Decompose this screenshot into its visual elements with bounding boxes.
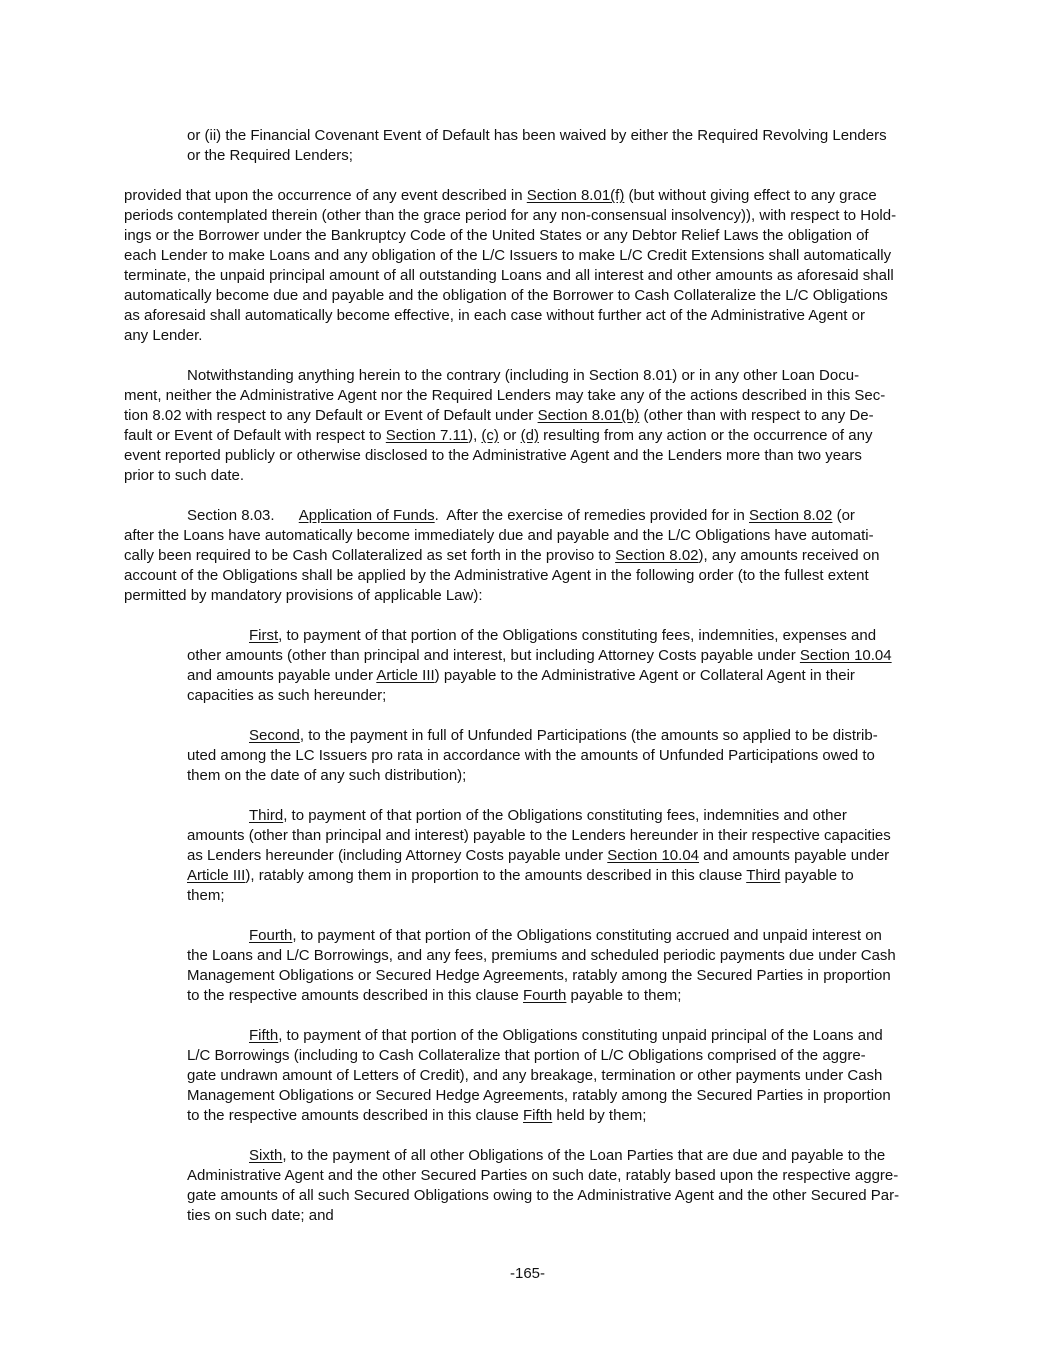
text-segment: uted among the LC Issuers pro rata in accordance with the amounts of Unfunded Participations owed to [187,747,875,764]
text-line [187,1086,891,1106]
page-number: -165- [509,1265,546,1282]
text-line [187,1066,882,1086]
underlined-reference: Section 10.04 [799,647,892,664]
text-segment: Management Obligations or Secured Hedge Agreements, ratably among the Secured Parties in proportion [187,967,891,984]
text-line [187,846,889,866]
text-segment: them; [187,887,225,904]
text-segment: . After the exercise of remedies provided for in [434,507,749,524]
text-line [124,426,872,446]
text-segment: Administrative Agent and the other Secured Parties on such date, ratably based upon the respective aggre- [187,1167,899,1184]
text-line [187,966,891,986]
text-segment: to the respective amounts described in this clause [187,987,524,1004]
underlined-reference: Section 8.02 [749,507,833,524]
text-segment: event reported publicly or otherwise disclosed to the Administrative Agent and the Lenders more than two years [124,447,862,464]
text-line [124,526,874,546]
text-segment: (other than with respect to any De- [639,407,874,424]
text-segment: periods contemplated therein (other than the grace period for any non-consensual insolvency)), with respect to Hold- [124,207,897,224]
text-line [124,466,244,486]
text-segment: held by them; [552,1107,647,1124]
text-line [249,1146,885,1166]
text-line [187,986,681,1006]
text-segment: , to payment of that portion of the Obligations constituting fees, indemnities, expenses and [278,627,877,644]
text-segment: payable to them; [566,987,682,1004]
underlined-reference: Third [249,807,284,824]
text-line [124,286,888,306]
text-segment: and amounts payable under [699,847,890,864]
text-segment: or (ii) the Financial Covenant Event of Default has been waived by either the Required Revolving Lenders [187,127,887,144]
text-segment: Management Obligations or Secured Hedge Agreements, ratably among the Secured Parties in proportion [187,1087,891,1104]
underlined-reference: Fifth [523,1107,553,1124]
text-segment: Section 8.03. [187,507,275,524]
text-segment: tion 8.02 with respect to any Default or Event of Default under [124,407,538,424]
text-segment: Notwithstanding anything herein to the contrary (including in Section 8.01) or in any other Loan Docu- [187,367,860,384]
text-segment: ment, neither the Administrative Agent nor the Required Lenders may take any of the actions described in this Sec- [124,387,886,404]
text-segment: account of the Obligations shall be applied by the Administrative Agent in the following order (to the fullest extent [124,567,869,584]
underlined-reference: Application of Funds [298,507,435,524]
underlined-reference: (c) [481,427,499,444]
text-line [124,586,483,606]
text-segment: , to the payment in full of Unfunded Participations (the amounts so applied to be distrib- [299,727,878,744]
text-segment: other amounts (other than principal and interest, but including Attorney Costs payable under [187,647,800,664]
text-segment: and amounts payable under [187,667,377,684]
underlined-reference: Third [746,867,781,884]
text-segment: gate amounts of all such Secured Obligations owing to the Administrative Agent and the other Secured Par- [187,1187,900,1204]
text-line [187,746,875,766]
text-line [187,886,225,906]
text-segment: amounts (other than principal and interest) payable to the Lenders hereunder in their respective capacities [187,827,891,844]
underlined-reference: Section 8.02 [615,547,699,564]
text-line [187,826,891,846]
text-line [124,386,885,406]
text-segment: , to payment of that portion of the Obligations constituting accrued and unpaid interest on [292,927,882,944]
text-segment: permitted by mandatory provisions of applicable Law): [124,587,483,604]
text-line [124,186,877,206]
text-line [124,306,865,326]
underlined-reference: Fifth [249,1027,279,1044]
text-line [187,366,859,386]
text-line [187,666,855,686]
text-segment: the Loans and L/C Borrowings, and any fees, premiums and scheduled periodic payments due under Cash [187,947,896,964]
text-line [187,946,896,966]
text-line [124,546,879,566]
text-segment: as aforesaid shall automatically become effective, in each case without further act of the Administrative Agent or [124,307,865,324]
text-segment: ings or the Borrower under the Bankruptcy Code of the United States or any Debtor Relief Laws the obligation of [124,227,869,244]
text-line [249,806,847,826]
text-line [187,1046,866,1066]
text-segment: resulting from any action or the occurrence of any [538,427,873,444]
text-line [124,246,891,266]
text-segment: after the Loans have automatically become immediately due and payable and the L/C Obligations have automati- [124,527,874,544]
underlined-reference: Article III [187,867,246,884]
underlined-reference: Section 7.11 [385,427,469,444]
text-segment: any Lender. [124,327,203,344]
underlined-reference: Second [249,727,300,744]
text-segment: , to payment of that portion of the Obligations constituting fees, indemnities and other [283,807,847,824]
text-line [124,206,896,226]
underlined-reference: Article III [376,667,435,684]
text-segment: ) payable to the Administrative Agent or Collateral Agent in their [434,667,855,684]
text-line [249,1026,883,1046]
text-segment: terminate, the unpaid principal amount of all outstanding Loans and all interest and other amounts as aforesaid shall [124,267,894,284]
text-segment: them on the date of any such distribution); [187,767,467,784]
text-segment: prior to such date. [124,467,245,484]
text-segment: L/C Borrowings (including to Cash Collateralize that portion of L/C Obligations comprised of the aggre- [187,1047,866,1064]
text-line [187,686,386,706]
text-segment: , to payment of that portion of the Obligations constituting unpaid principal of the Loans and [278,1027,883,1044]
text-segment: capacities as such hereunder; [187,687,387,704]
text-line [124,266,894,286]
text-segment [275,507,299,524]
text-segment: ties on such date; and [187,1207,334,1224]
text-segment: ), ratably among them in proportion to the amounts described in this clause [245,867,747,884]
text-segment: or the Required Lenders; [187,147,353,164]
underlined-reference: Section 10.04 [607,847,700,864]
text-segment: (but without giving effect to any grace [624,187,877,204]
text-segment: cally been required to be Cash Collateralized as set forth in the proviso to [124,547,616,564]
text-segment: to the respective amounts described in this clause [187,1107,524,1124]
text-line [187,146,353,166]
text-segment: (or [832,507,855,524]
underlined-reference: Fourth [249,927,293,944]
text-segment: provided that upon the occurrence of any event described in [124,187,527,204]
text-line [124,566,869,586]
text-line [249,926,882,946]
text-segment: as Lenders hereunder (including Attorney Costs payable under [187,847,608,864]
underlined-reference: Sixth [249,1147,283,1164]
text-line [124,406,874,426]
text-line [187,1166,898,1186]
text-line [124,226,869,246]
text-line [187,646,892,666]
text-segment: ), [468,427,482,444]
text-line [249,726,878,746]
underlined-reference: (d) [520,427,539,444]
text-line [187,1106,646,1126]
text-segment: each Lender to make Loans and any obligation of the L/C Issuers to make L/C Credit Extensions shall automatically [124,247,892,264]
underlined-reference: Section 8.01(f) [526,187,625,204]
text-segment: gate undrawn amount of Letters of Credit), and any breakage, termination or other payments under Cash [187,1067,883,1084]
underlined-reference: Fourth [523,987,567,1004]
text-segment: fault or Event of Default with respect to [124,427,386,444]
underlined-reference: Section 8.01(b) [537,407,640,424]
text-line [249,626,876,646]
text-segment: or [498,427,521,444]
text-segment: automatically become due and payable and the obligation of the Borrower to Cash Collateralize the L/C Obligations [124,287,888,304]
text-line [187,866,854,886]
text-line [187,506,855,526]
text-line [187,1206,334,1226]
text-segment: payable to [780,867,854,884]
text-line [124,326,202,346]
text-line [187,1186,899,1206]
text-segment: ), any amounts received on [698,547,880,564]
text-line [124,446,862,466]
text-line [187,766,466,786]
text-segment: , to the payment of all other Obligations of the Loan Parties that are due and payable to the [282,1147,886,1164]
text-line [187,126,887,146]
underlined-reference: First [249,627,279,644]
